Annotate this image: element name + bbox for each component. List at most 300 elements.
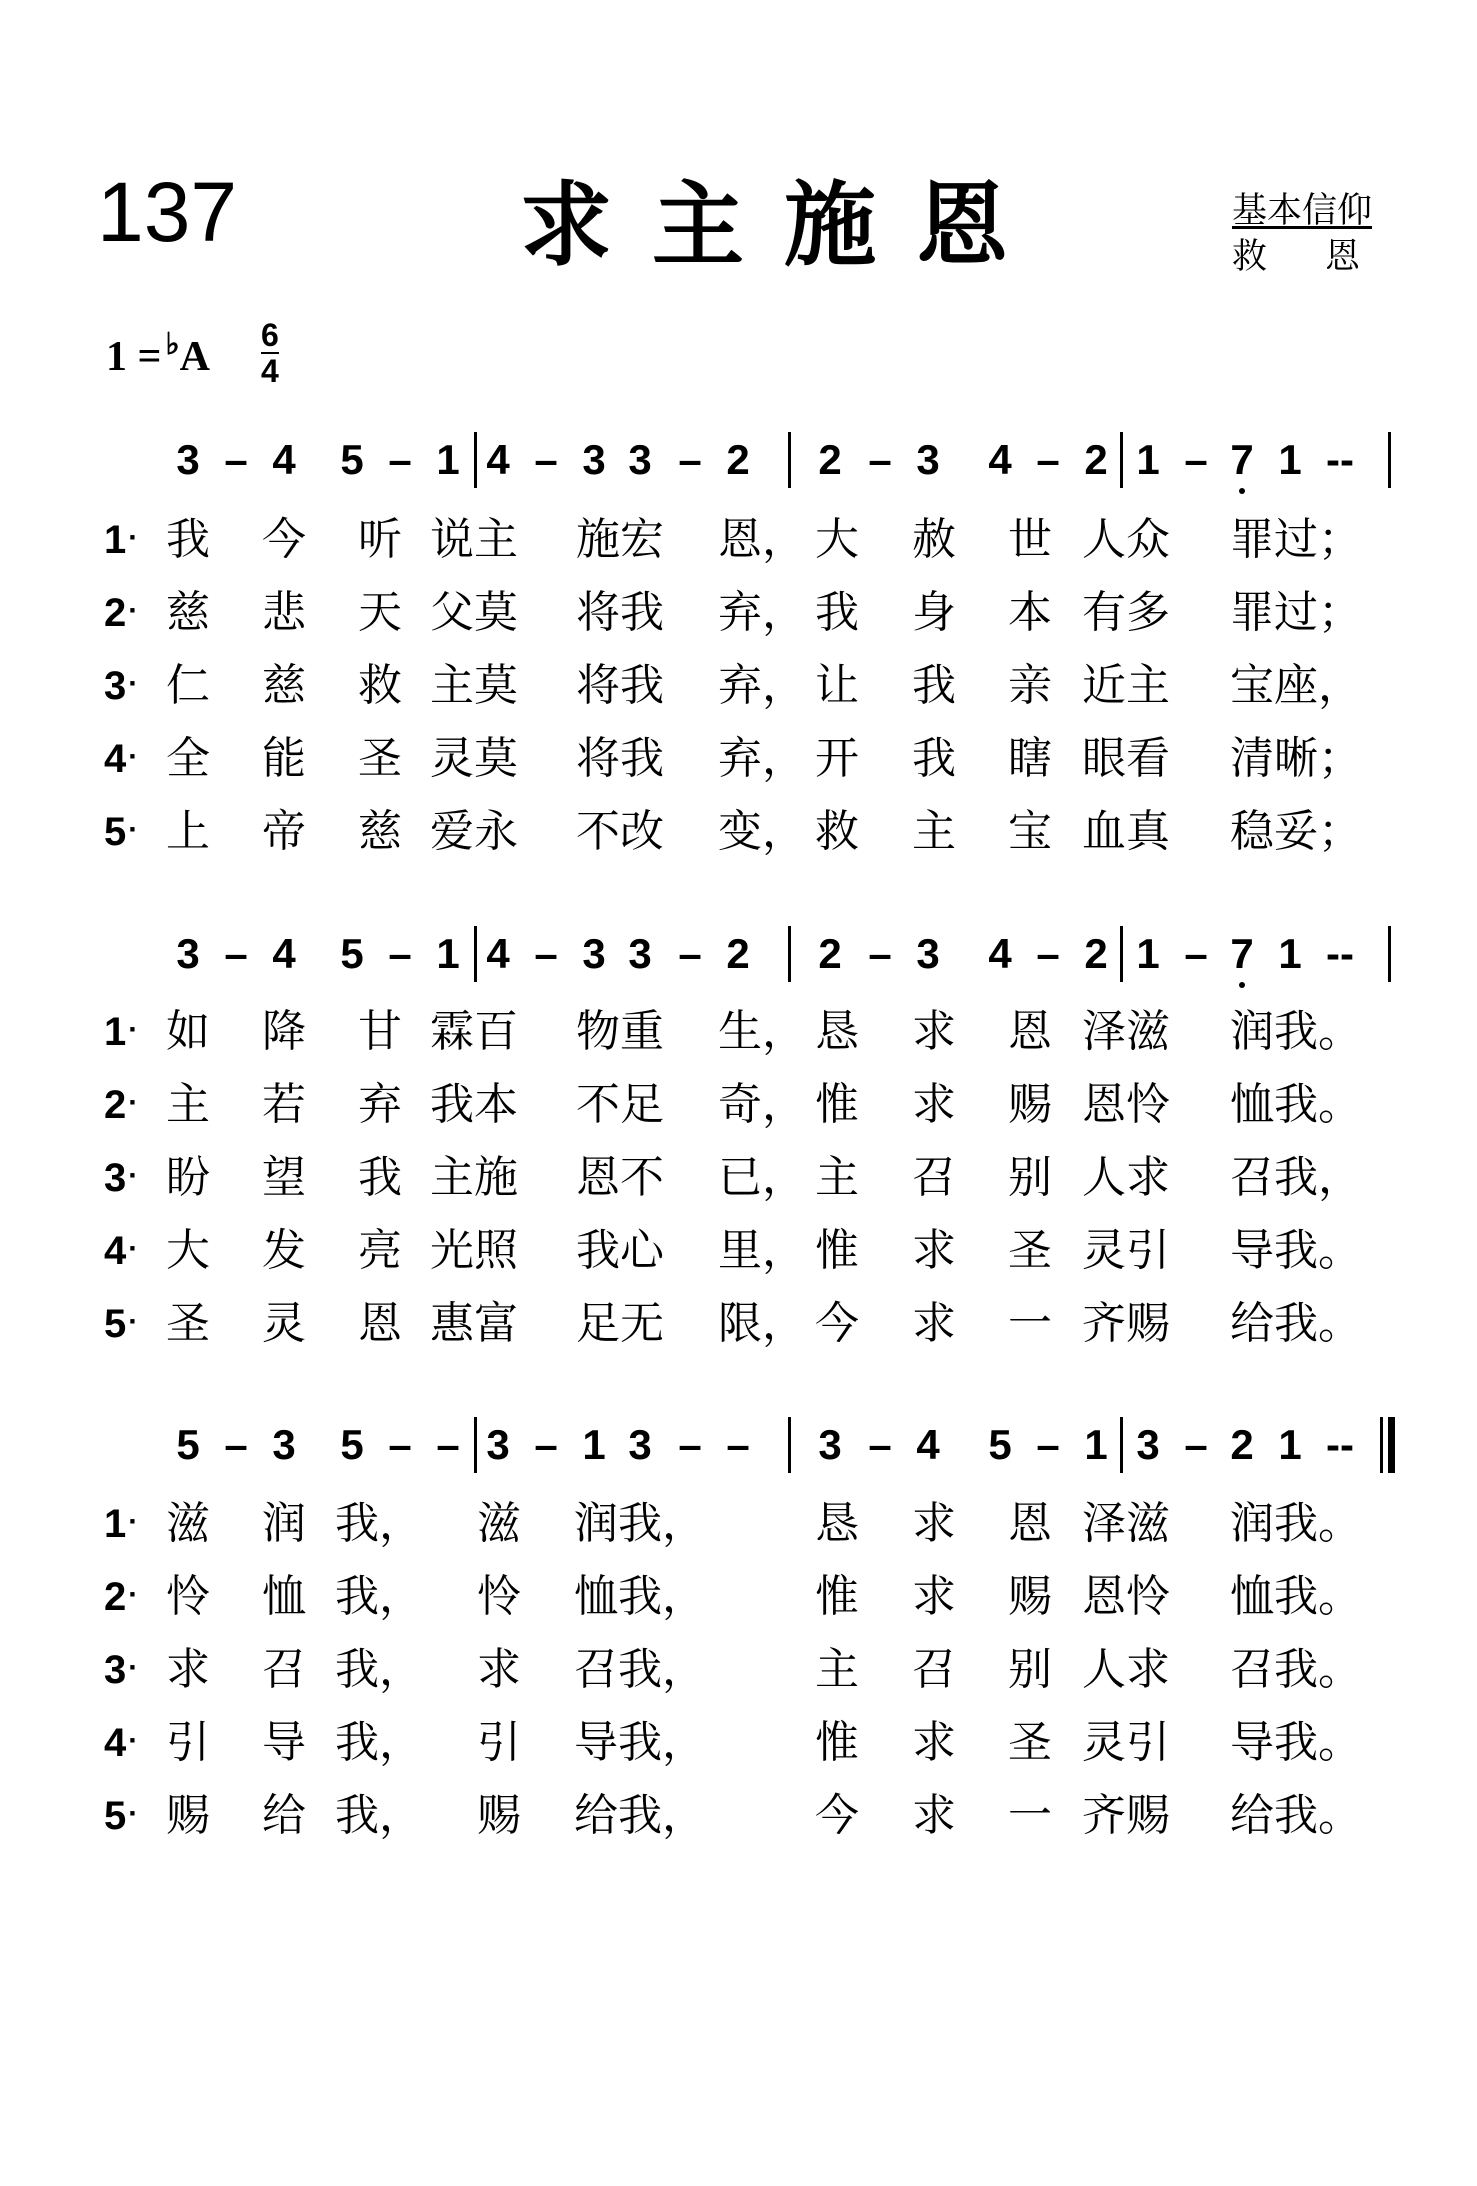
bar-line: [788, 926, 791, 982]
note: –: [1184, 1421, 1208, 1468]
verse-number-text: 5: [104, 1302, 127, 1346]
lyric-line: [0, 1148, 1477, 1208]
lyric-syllable: 将我: [576, 733, 664, 784]
verse-number: [104, 1075, 138, 1139]
lyric-syllable: 发: [262, 1225, 306, 1276]
lyric-syllable: 泽滋: [1082, 1006, 1170, 1057]
lyric-syllable: 本: [1008, 587, 1052, 638]
note: --: [1326, 436, 1354, 483]
lyric-syllable: 主莫: [430, 660, 518, 711]
lyric-syllable: 齐赐: [1082, 1298, 1170, 1349]
lyric-syllable: 泽滋: [1082, 1498, 1170, 1549]
category-label: [1232, 188, 1418, 280]
note: 2: [1084, 436, 1108, 483]
verse-number: [104, 1221, 138, 1285]
note: 1: [436, 436, 460, 483]
category-bottom: 救恩: [1232, 237, 1419, 277]
note: 2: [818, 930, 842, 977]
note: 3: [628, 930, 652, 977]
lyric-syllable: 主: [912, 806, 956, 857]
note: --: [1326, 930, 1354, 977]
lyric-syllable: 里，: [718, 1225, 806, 1276]
note: –: [534, 1421, 558, 1468]
note: 3: [272, 1421, 296, 1468]
lyric-syllable: 变，: [718, 806, 806, 857]
lyric-syllable: 慈: [166, 587, 210, 638]
note: 7: [1230, 930, 1254, 977]
lyric-syllable: 召: [262, 1644, 306, 1695]
verse-dot: ·: [128, 1232, 139, 1265]
lyric-syllable: 恤我。: [1230, 1079, 1362, 1130]
note: 5: [340, 1421, 364, 1468]
lyric-syllable: 导我。: [1230, 1717, 1362, 1768]
note: 1: [436, 930, 460, 977]
note: 1: [1278, 930, 1302, 977]
note: –: [678, 1421, 702, 1468]
lyric-syllable: 全: [166, 733, 210, 784]
lyric-syllable: 恩: [1008, 1498, 1052, 1549]
lyric-syllable: 施宏: [576, 514, 664, 565]
lyric-syllable: 召我，: [1230, 1152, 1362, 1203]
lyric-syllable: 求: [912, 1498, 956, 1549]
lyric-syllable: 大: [166, 1225, 210, 1276]
verse-number-text: 5: [104, 810, 127, 854]
verse-number: [104, 583, 138, 647]
lyric-syllable: 开: [815, 733, 859, 784]
lyric-syllable: 我本: [430, 1079, 518, 1130]
hymn-title: 求主施恩: [520, 172, 1049, 279]
lyric-syllable: 恩，: [718, 514, 806, 565]
lyric-syllable: 导我，: [574, 1717, 706, 1768]
lyric-syllable: 引: [166, 1717, 210, 1768]
bar-line: [1120, 1417, 1123, 1473]
lyric-syllable: 今: [815, 1790, 859, 1841]
note: 4: [988, 436, 1012, 483]
note: –: [388, 1421, 412, 1468]
lyric-syllable: 滋: [166, 1498, 210, 1549]
lyric-syllable: 主: [815, 1152, 859, 1203]
note: 3: [628, 1421, 652, 1468]
note: 5: [340, 930, 364, 977]
lyric-syllable: 惟: [815, 1717, 859, 1768]
lyric-syllable: 人求: [1082, 1152, 1170, 1203]
lyric-syllable: 有多: [1082, 587, 1170, 638]
key-signature: [106, 328, 210, 380]
verse-dot: ·: [128, 521, 139, 554]
verse-number-text: 1: [104, 1502, 127, 1546]
note: 1: [1278, 436, 1302, 483]
note: 2: [726, 930, 750, 977]
lyric-syllable: 悲: [262, 587, 306, 638]
low-octave-dot: [1239, 982, 1245, 988]
lyric-syllable: 赐: [166, 1790, 210, 1841]
verse-number-text: 5: [104, 1794, 127, 1838]
lyric-syllable: 恩: [1008, 1006, 1052, 1057]
note: 2: [1230, 1421, 1254, 1468]
lyric-syllable: 仁: [166, 660, 210, 711]
lyric-syllable: 如: [166, 1006, 210, 1057]
lyric-syllable: 主: [166, 1079, 210, 1130]
note: 1: [1136, 930, 1160, 977]
lyric-syllable: 滋: [477, 1498, 521, 1549]
lyric-syllable: 圣: [358, 733, 402, 784]
lyric-syllable: 稳妥；: [1230, 806, 1362, 857]
verse-number-text: 3: [104, 1156, 127, 1200]
note: –: [868, 436, 892, 483]
lyric-line: [0, 1002, 1477, 1062]
lyric-syllable: 罪过；: [1230, 587, 1362, 638]
lyric-syllable: 大: [815, 514, 859, 565]
bar-line: [474, 432, 477, 488]
lyric-syllable: 弃，: [718, 660, 806, 711]
lyric-syllable: 将我: [576, 660, 664, 711]
verse-dot: ·: [128, 740, 139, 773]
verse-dot: ·: [128, 594, 139, 627]
low-octave-dot: [1239, 488, 1245, 494]
lyric-syllable: 求: [477, 1644, 521, 1695]
note: –: [388, 436, 412, 483]
lyric-syllable: 望: [262, 1152, 306, 1203]
verse-number-text: 1: [104, 518, 127, 562]
lyric-syllable: 我: [815, 587, 859, 638]
lyric-syllable: 齐赐: [1082, 1790, 1170, 1841]
lyric-syllable: 恳: [815, 1006, 859, 1057]
lyric-syllable: 圣: [166, 1298, 210, 1349]
verse-dot: ·: [128, 1159, 139, 1192]
lyric-line: [0, 729, 1477, 789]
lyric-syllable: 宝座，: [1230, 660, 1362, 711]
lyric-syllable: 求: [912, 1571, 956, 1622]
key-prefix: 1 =: [106, 334, 162, 380]
note: --: [1326, 1421, 1354, 1468]
bar-line: [474, 1417, 477, 1473]
lyric-syllable: 惠富: [430, 1298, 518, 1349]
lyric-syllable: 恩怜: [1082, 1571, 1170, 1622]
lyric-syllable: 若: [262, 1079, 306, 1130]
lyric-syllable: 霖百: [430, 1006, 518, 1057]
lyric-syllable: 慈: [262, 660, 306, 711]
lyric-syllable: 灵: [262, 1298, 306, 1349]
note: 4: [486, 930, 510, 977]
lyric-syllable: 恤我，: [574, 1571, 706, 1622]
lyric-syllable: 宝: [1008, 806, 1052, 857]
note: 3: [916, 436, 940, 483]
lyric-syllable: 恤我。: [1230, 1571, 1362, 1622]
lyric-syllable: 给: [262, 1790, 306, 1841]
lyric-syllable: 润我，: [574, 1498, 706, 1549]
lyric-syllable: 清晰；: [1230, 733, 1362, 784]
note: 3: [176, 436, 200, 483]
verse-dot: ·: [128, 667, 139, 700]
verse-number-text: 4: [104, 737, 127, 781]
lyric-syllable: 灵引: [1082, 1225, 1170, 1276]
notation-row: [0, 1415, 1477, 1475]
note: –: [224, 1421, 248, 1468]
category-top: 基本信仰: [1232, 191, 1373, 231]
bar-line: [788, 432, 791, 488]
lyric-syllable: 恤: [262, 1571, 306, 1622]
note: 3: [628, 436, 652, 483]
lyric-syllable: 人求: [1082, 1644, 1170, 1695]
verse-number: [104, 729, 138, 793]
note: 2: [1084, 930, 1108, 977]
lyric-line: [0, 1494, 1477, 1554]
note: 3: [1136, 1421, 1160, 1468]
lyric-line: [0, 1567, 1477, 1627]
lyric-syllable: 我，: [335, 1498, 423, 1549]
note: –: [1036, 436, 1060, 483]
note: –: [436, 1421, 460, 1468]
lyric-syllable: 求: [912, 1298, 956, 1349]
lyric-syllable: 听: [358, 514, 402, 565]
lyric-syllable: 我: [358, 1152, 402, 1203]
lyric-syllable: 不改: [576, 806, 664, 857]
verse-number: [104, 1640, 138, 1704]
verse-number-text: 2: [104, 1575, 127, 1619]
note: 3: [582, 930, 606, 977]
lyric-syllable: 惟: [815, 1079, 859, 1130]
lyric-syllable: 近主: [1082, 660, 1170, 711]
lyric-syllable: 亲: [1008, 660, 1052, 711]
note: 2: [726, 436, 750, 483]
lyric-syllable: 父莫: [430, 587, 518, 638]
lyric-syllable: 导: [262, 1717, 306, 1768]
lyric-syllable: 惟: [815, 1225, 859, 1276]
note: –: [1036, 1421, 1060, 1468]
verse-number: [104, 802, 138, 866]
lyric-line: [0, 1221, 1477, 1281]
verse-number: [104, 1148, 138, 1212]
lyric-syllable: 求: [166, 1644, 210, 1695]
verse-number-text: 2: [104, 591, 127, 635]
lyric-syllable: 亮: [358, 1225, 402, 1276]
verse-number-text: 1: [104, 1010, 127, 1054]
lyric-syllable: 求: [912, 1790, 956, 1841]
time-numerator: 6: [261, 317, 279, 353]
verse-number-text: 4: [104, 1721, 127, 1765]
note: –: [224, 436, 248, 483]
lyric-syllable: 身: [912, 587, 956, 638]
time-signature: [261, 318, 279, 388]
note: –: [868, 1421, 892, 1468]
note: –: [678, 930, 702, 977]
bar-line: [1120, 926, 1123, 982]
lyric-syllable: 光照: [430, 1225, 518, 1276]
lyric-syllable: 赐: [1008, 1571, 1052, 1622]
note: –: [868, 930, 892, 977]
lyric-line: [0, 656, 1477, 716]
hymn-number: 137: [97, 165, 238, 259]
lyric-syllable: 召我，: [574, 1644, 706, 1695]
verse-number: [104, 1567, 138, 1631]
note: –: [534, 436, 558, 483]
verse-dot: ·: [128, 813, 139, 846]
lyric-syllable: 给我，: [574, 1790, 706, 1841]
verse-dot: ·: [128, 1651, 139, 1684]
bar-line: [788, 1417, 791, 1473]
lyric-syllable: 恩: [358, 1298, 402, 1349]
notation-row: [0, 924, 1477, 984]
note: 3: [176, 930, 200, 977]
verse-dot: ·: [128, 1013, 139, 1046]
note: 4: [272, 436, 296, 483]
final-bar-line: [1380, 1417, 1383, 1473]
lyric-line: [0, 1294, 1477, 1354]
verse-number-text: 4: [104, 1229, 127, 1273]
verse-number-text: 3: [104, 1648, 127, 1692]
lyric-line: [0, 1075, 1477, 1135]
lyric-syllable: 给我。: [1230, 1790, 1362, 1841]
lyric-syllable: 瞎: [1008, 733, 1052, 784]
lyric-syllable: 恳: [815, 1498, 859, 1549]
key-letter: A: [179, 334, 210, 380]
bar-line: [1388, 926, 1391, 982]
lyric-syllable: 恩不: [576, 1152, 664, 1203]
lyric-syllable: 圣: [1008, 1717, 1052, 1768]
lyric-syllable: 赐: [1008, 1079, 1052, 1130]
verse-number: [104, 1786, 138, 1850]
lyric-syllable: 今: [815, 1298, 859, 1349]
lyric-syllable: 物重: [576, 1006, 664, 1057]
lyric-syllable: 已，: [718, 1152, 806, 1203]
verse-dot: ·: [128, 1724, 139, 1757]
lyric-syllable: 不足: [576, 1079, 664, 1130]
note: 5: [988, 1421, 1012, 1468]
lyric-syllable: 能: [262, 733, 306, 784]
note: –: [224, 930, 248, 977]
lyric-syllable: 生，: [718, 1006, 806, 1057]
lyric-syllable: 恩怜: [1082, 1079, 1170, 1130]
verse-dot: ·: [128, 1797, 139, 1830]
bar-line: [474, 926, 477, 982]
verse-dot: ·: [128, 1578, 139, 1611]
lyric-syllable: 主施: [430, 1152, 518, 1203]
note: 5: [340, 436, 364, 483]
lyric-syllable: 限，: [718, 1298, 806, 1349]
lyric-syllable: 主: [815, 1644, 859, 1695]
lyric-syllable: 奇，: [718, 1079, 806, 1130]
lyric-syllable: 一: [1008, 1298, 1052, 1349]
lyric-syllable: 召我。: [1230, 1644, 1362, 1695]
lyric-syllable: 求: [912, 1079, 956, 1130]
verse-number-text: 2: [104, 1083, 127, 1127]
lyric-syllable: 慈: [358, 806, 402, 857]
verse-dot: ·: [128, 1505, 139, 1538]
bar-line: [1120, 432, 1123, 488]
note: –: [1184, 436, 1208, 483]
lyric-syllable: 怜: [166, 1571, 210, 1622]
lyric-syllable: 救: [358, 660, 402, 711]
lyric-syllable: 我，: [335, 1717, 423, 1768]
lyric-syllable: 求: [912, 1225, 956, 1276]
lyric-syllable: 爱永: [430, 806, 518, 857]
note: –: [388, 930, 412, 977]
verse-number: [104, 1002, 138, 1066]
lyric-syllable: 一: [1008, 1790, 1052, 1841]
verse-number: [104, 510, 138, 574]
verse-dot: ·: [128, 1305, 139, 1338]
lyric-syllable: 将我: [576, 587, 664, 638]
verse-dot: ·: [128, 1086, 139, 1119]
lyric-syllable: 惟: [815, 1571, 859, 1622]
lyric-syllable: 我心: [576, 1225, 664, 1276]
lyric-line: [0, 510, 1477, 570]
lyric-syllable: 降: [262, 1006, 306, 1057]
lyric-syllable: 帝: [262, 806, 306, 857]
lyric-syllable: 别: [1008, 1152, 1052, 1203]
note: –: [678, 436, 702, 483]
lyric-syllable: 我，: [335, 1790, 423, 1841]
lyric-syllable: 我: [912, 733, 956, 784]
lyric-line: [0, 1713, 1477, 1773]
lyric-syllable: 弃: [358, 1079, 402, 1130]
lyric-syllable: 我，: [335, 1571, 423, 1622]
lyric-syllable: 血真: [1082, 806, 1170, 857]
lyric-syllable: 盼: [166, 1152, 210, 1203]
lyric-line: [0, 1640, 1477, 1700]
lyric-line: [0, 802, 1477, 862]
lyric-syllable: 弃，: [718, 587, 806, 638]
lyric-syllable: 圣: [1008, 1225, 1052, 1276]
lyric-syllable: 召: [912, 1644, 956, 1695]
note: 4: [486, 436, 510, 483]
lyric-syllable: 世: [1008, 514, 1052, 565]
lyric-syllable: 人众: [1082, 514, 1170, 565]
verse-number: [104, 1294, 138, 1358]
verse-number: [104, 656, 138, 720]
note: 3: [486, 1421, 510, 1468]
lyric-syllable: 我，: [335, 1644, 423, 1695]
note: 4: [988, 930, 1012, 977]
lyric-syllable: 引: [477, 1717, 521, 1768]
verse-number-text: 3: [104, 664, 127, 708]
lyric-syllable: 天: [358, 587, 402, 638]
lyric-syllable: 赐: [477, 1790, 521, 1841]
note: 1: [582, 1421, 606, 1468]
lyric-syllable: 今: [262, 514, 306, 565]
lyric-syllable: 救: [815, 806, 859, 857]
lyric-syllable: 润: [262, 1498, 306, 1549]
lyric-syllable: 求: [912, 1006, 956, 1057]
note: –: [726, 1421, 750, 1468]
notation-row: [0, 430, 1477, 490]
lyric-syllable: 导我。: [1230, 1225, 1362, 1276]
lyric-line: [0, 583, 1477, 643]
lyric-syllable: 让: [815, 660, 859, 711]
lyric-syllable: 弃，: [718, 733, 806, 784]
lyric-syllable: 上: [166, 806, 210, 857]
lyric-syllable: 润我。: [1230, 1006, 1362, 1057]
lyric-syllable: 罪过；: [1230, 514, 1362, 565]
lyric-syllable: 别: [1008, 1644, 1052, 1695]
bar-line: [1388, 432, 1391, 488]
note: 4: [272, 930, 296, 977]
final-bar-thick: [1388, 1417, 1395, 1473]
lyric-syllable: 眼看: [1082, 733, 1170, 784]
lyric-syllable: 甘: [358, 1006, 402, 1057]
lyric-syllable: 说主: [430, 514, 518, 565]
lyric-syllable: 我: [166, 514, 210, 565]
lyric-syllable: 给我。: [1230, 1298, 1362, 1349]
note: 1: [1278, 1421, 1302, 1468]
flat-sign: ♭: [165, 328, 180, 361]
time-denominator: 4: [261, 353, 279, 389]
note: 1: [1084, 1421, 1108, 1468]
note: 1: [1136, 436, 1160, 483]
note: –: [1184, 930, 1208, 977]
lyric-syllable: 赦: [912, 514, 956, 565]
verse-number: [104, 1494, 138, 1558]
